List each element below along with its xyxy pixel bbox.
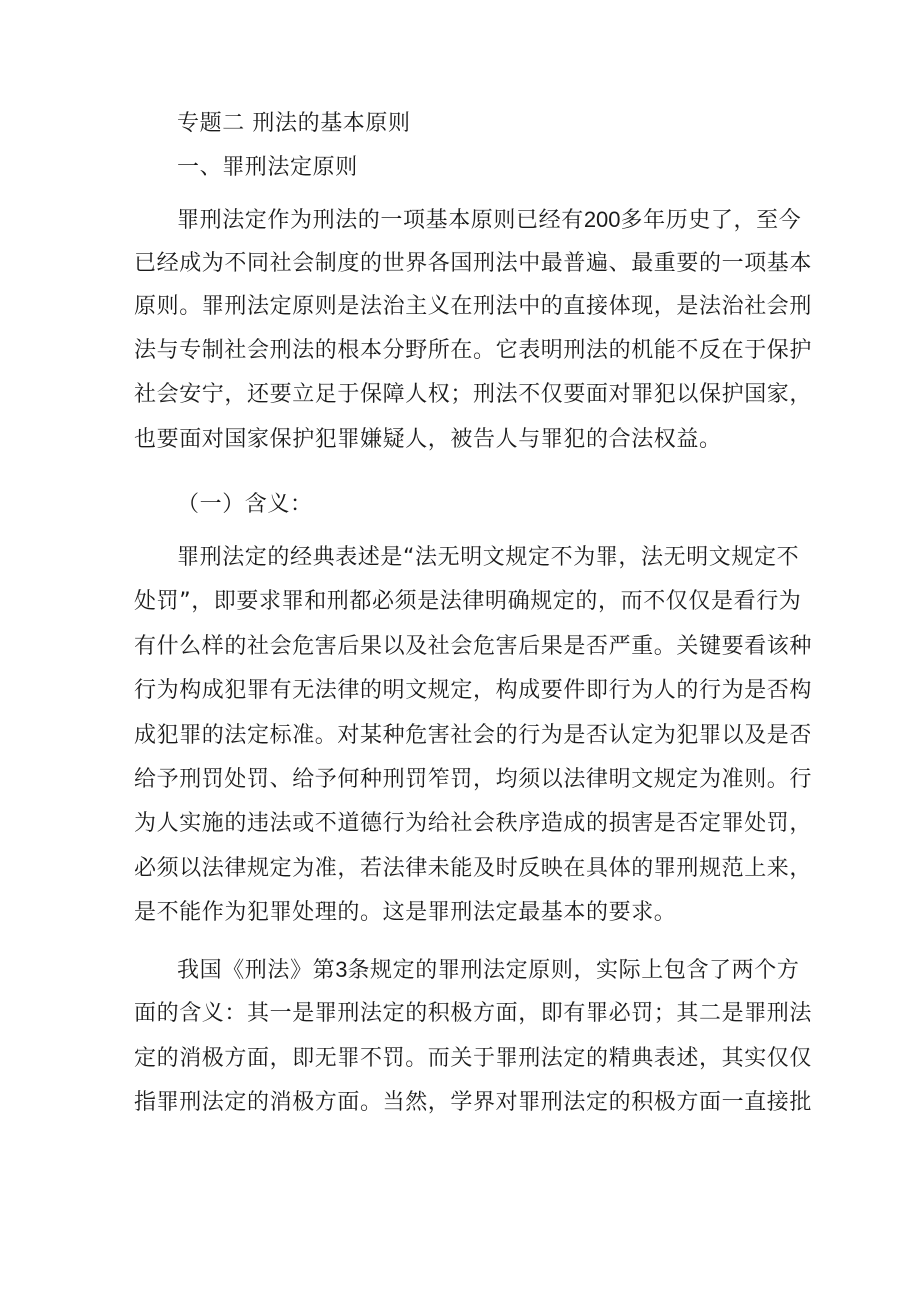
number-text: 3 (335, 957, 348, 982)
paragraph-1-line-6: 也要面对国家保护犯罪嫌疑人，被告人与罪犯的合法权益。 (134, 427, 722, 452)
paragraph-1-line-2: 已经成为不同社会制度的世界各国刑法中最普遍、最重要的一项基本 (134, 251, 813, 276)
paragraph-3-line-4: 指罪刑法定的消极方面。当然，学界对罪刑法定的积极方面一直接批 (134, 1090, 813, 1115)
paragraph-text: 罪刑法定作为刑法的一项基本原则已经有 (177, 208, 584, 233)
subsection-heading: （一）含义： (177, 492, 313, 517)
document-title: 专题二 刑法的基本原则 (177, 111, 411, 136)
paragraph-3-line-1 (177, 949, 799, 991)
paragraph-text: 条规定的罪刑法定原则，实际上包含了两个方 (347, 958, 800, 983)
paragraph-1-line-1 (177, 199, 801, 241)
paragraph-2-line-4: 行为构成犯罪有无法律的明文规定，构成要件即行为人的行为是否构 (134, 678, 813, 703)
number-text: 200 (583, 207, 621, 232)
paragraph-1-line-3: 原则。罪刑法定原则是法治主义在刑法中的直接体现，是法治社会刑 (134, 294, 813, 319)
paragraph-text: 多年历史了，至今 (620, 208, 802, 233)
paragraph-1-line-4: 法与专制社会刑法的根本分野所在。它表明刑法的机能不反在于保护 (134, 338, 813, 363)
paragraph-2-line-7: 为人实施的违法或不道德行为给社会秩序造成的损害是否定罪处罚， (134, 811, 813, 836)
paragraph-1-line-5: 社会安宁，还要立足于保障人权；刑法不仅要面对罪犯以保护国家， (134, 382, 813, 407)
paragraph-2-line-2: 处罚”，即要求罪和刑都必须是法律明确规定的，而不仅仅是看行为 (134, 589, 802, 614)
paragraph-2-line-5: 成犯罪的法定标准。对某种危害社会的行为是否认定为犯罪以及是否 (134, 723, 813, 748)
paragraph-2-line-8: 必须以法律规定为准，若法律未能及时反映在具体的罪刑规范上来， (134, 856, 813, 881)
paragraph-2-line-1: 罪刑法定的经典表述是“法无明文规定不为罪，法无明文规定不 (177, 545, 800, 570)
paragraph-2-line-3: 有什么样的社会危害后果以及社会危害后果是否严重。关键要看该种 (134, 634, 813, 659)
paragraph-2-line-6: 给予刑罚处罚、给予何种刑罚笮罚，均须以法律明文规定为准则。行 (134, 767, 813, 792)
paragraph-3-line-3: 定的消极方面，即无罪不罚。而关于罪刑法定的精典表述，其实仅仅 (134, 1046, 813, 1071)
paragraph-2-line-9: 是不能作为犯罪处理的。这是罪刑法定最基本的要求。 (134, 900, 677, 925)
paragraph-text: 我国《刑法》第 (177, 958, 336, 983)
paragraph-3-line-2: 面的含义：其一是罪刑法定的积极方面，即有罪必罚；其二是罪刑法 (134, 1001, 813, 1026)
section-heading: 一、罪刑法定原则 (177, 155, 358, 180)
